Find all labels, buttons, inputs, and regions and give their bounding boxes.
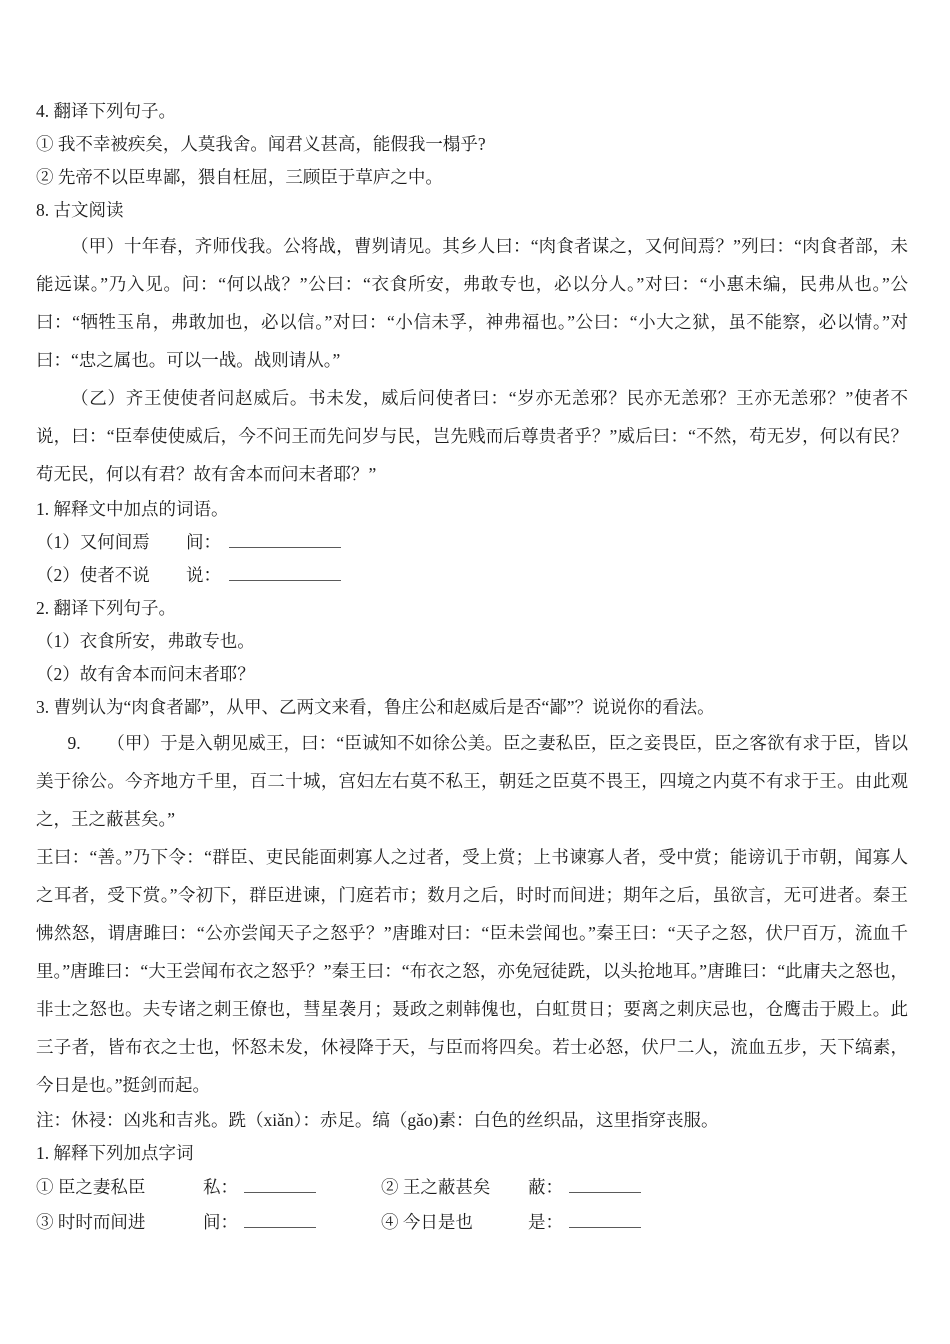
q8-passage-yi: （乙）齐王使使者问赵威后。书未发，威后问使者曰：“岁亦无恙邪？民亦无恙邪？王亦无恙邪？”使者不说，曰：“臣奉使使威后，今不问王而先问岁与民，岂先贱而后尊贵者乎？”威后曰：“不然，苟无岁，何以有民？苟无民，何以有君？故有舍本而问末者耶？” (36, 388, 908, 484)
q9-note: 注：休祲：凶兆和吉兆。跣（xiǎn）：赤足。缟（gǎo)素：白色的丝织品，这里指穿丧服。 (36, 1110, 719, 1130)
answer-blank (203, 1170, 381, 1205)
answer-label: 蔽： (528, 1177, 563, 1197)
q4-item-2: ② 先帝不以臣卑鄙，猥自枉屈，三顾臣于草庐之中。 (36, 167, 443, 187)
q8-title: 8. 古文阅读 (36, 200, 124, 220)
q9-passage-continued: 王曰：“善。”乃下令：“群臣、吏民能面刺寡人之过者，受上赏；上书谏寡人者，受中赏；能谤讥于市朝，闻寡人之耳者，受下赏。”令初下，群臣进谏，门庭若市；数月之后，时时而间进；期年之后，虽欲言，无可进者。秦王怫然怒，谓唐雎曰：“公亦尝闻天子之怒乎？”唐雎对曰：“臣未尝闻也。”秦王曰：“天子之怒，伏尸百万，流血千里。”唐雎曰：“大王尝闻布衣之怒乎？”秦王曰：“布衣之怒，亦免冠徒跣，以头抢地耳。”唐雎曰：“此庸夫之怒也，非士之怒也。夫专诸之刺王僚也，彗星袭月；聂政之刺韩傀也，白虹贯日；要离之刺庆忌也，仓鹰击于殿上。此三子者，皆布衣之士也，怀怒未发，休祲降于天，与臣而将四矣。若士必怒，伏尸二人，流血五步，天下缟素，今日是也。”挺剑而起。 (36, 847, 908, 1095)
q8-passage-jia: （甲）十年春，齐师伐我。公将战，曹刿请见。其乡人曰：“肉食者谋之，又何间焉？”列曰：“肉食者部，未能远谋。”乃入见。问：“何以战？”公曰：“衣食所安，弗敢专也，必以分人。”对曰：“小惠未编，民弗从也。”公曰：“牺牲玉帛，弗敢加也，必以信。”对曰：“小信未孚，神弗福也。”公曰：“小大之狱，虽不能察，必以情。”对曰：“忠之属也。可以一战。战则请从。” (36, 236, 908, 370)
answer-phrase: ① 臣之妻私臣 (36, 1177, 146, 1197)
q8-sub2-title: 2. 翻译下列句子。 (36, 598, 176, 618)
q8-sub2-item-2: （2）故有舍本而问末者耶？ (36, 664, 255, 684)
answer-label: 说： (186, 565, 221, 585)
answer-blank (528, 1205, 908, 1240)
q8-sub1-title: 1. 解释文中加点的词语。 (36, 499, 229, 519)
q8-sub2-item-1: （1）衣食所安，弗敢专也。 (36, 631, 255, 651)
q4-item-1: ① 我不幸被疾矣，人莫我舍。闻君义甚高，能假我一榻乎? (36, 134, 486, 154)
answer-blank-line (244, 1178, 316, 1193)
answer-phrase: ④ 今日是也 (381, 1212, 473, 1232)
q8-sub1-row-2 (36, 559, 908, 592)
q4-title: 4. 翻译下列句子。 (36, 101, 176, 121)
q8-sub1-row-1 (36, 526, 908, 559)
answer-label: 私： (203, 1177, 238, 1197)
answer-blank-line (569, 1213, 641, 1228)
answer-blank-line (569, 1178, 641, 1193)
answer-phrase: （2）使者不说 (36, 565, 150, 585)
answer-label: 是： (528, 1212, 563, 1232)
answer-phrase: （1）又何间焉 (36, 532, 150, 552)
answer-blank-line (229, 566, 341, 581)
answer-label: 间： (186, 532, 221, 552)
answer-blank-line (244, 1213, 316, 1228)
q8-sub3: 3. 曹刿认为“肉食者鄙”，从甲、乙两文来看，鲁庄公和赵威后是否“鄙”？说说你的看法。 (36, 697, 715, 717)
answer-blank (203, 1205, 381, 1240)
q9-sub1-row-2 (36, 1205, 908, 1240)
answer-label: 间： (203, 1212, 238, 1232)
answer-blank (528, 1170, 908, 1205)
q9-sub1-row-1 (36, 1170, 908, 1205)
answer-phrase: ② 王之蔽甚矣 (381, 1177, 491, 1197)
q9-passage-jia: 9. （甲）于是入朝见威王，曰：“臣诚知不如徐公美。臣之妻私臣，臣之妾畏臣，臣之客欲有求于臣，皆以美于徐公。今齐地方千里，百二十城，宫妇左右莫不私王，朝廷之臣莫不畏王，四境之内莫不有求于王。由此观之，王之蔽甚矣。” (36, 733, 908, 829)
answer-blank-line (229, 533, 341, 548)
answer-phrase: ③ 时时而间进 (36, 1212, 146, 1232)
q9-sub1-title: 1. 解释下列加点字词 (36, 1143, 194, 1163)
